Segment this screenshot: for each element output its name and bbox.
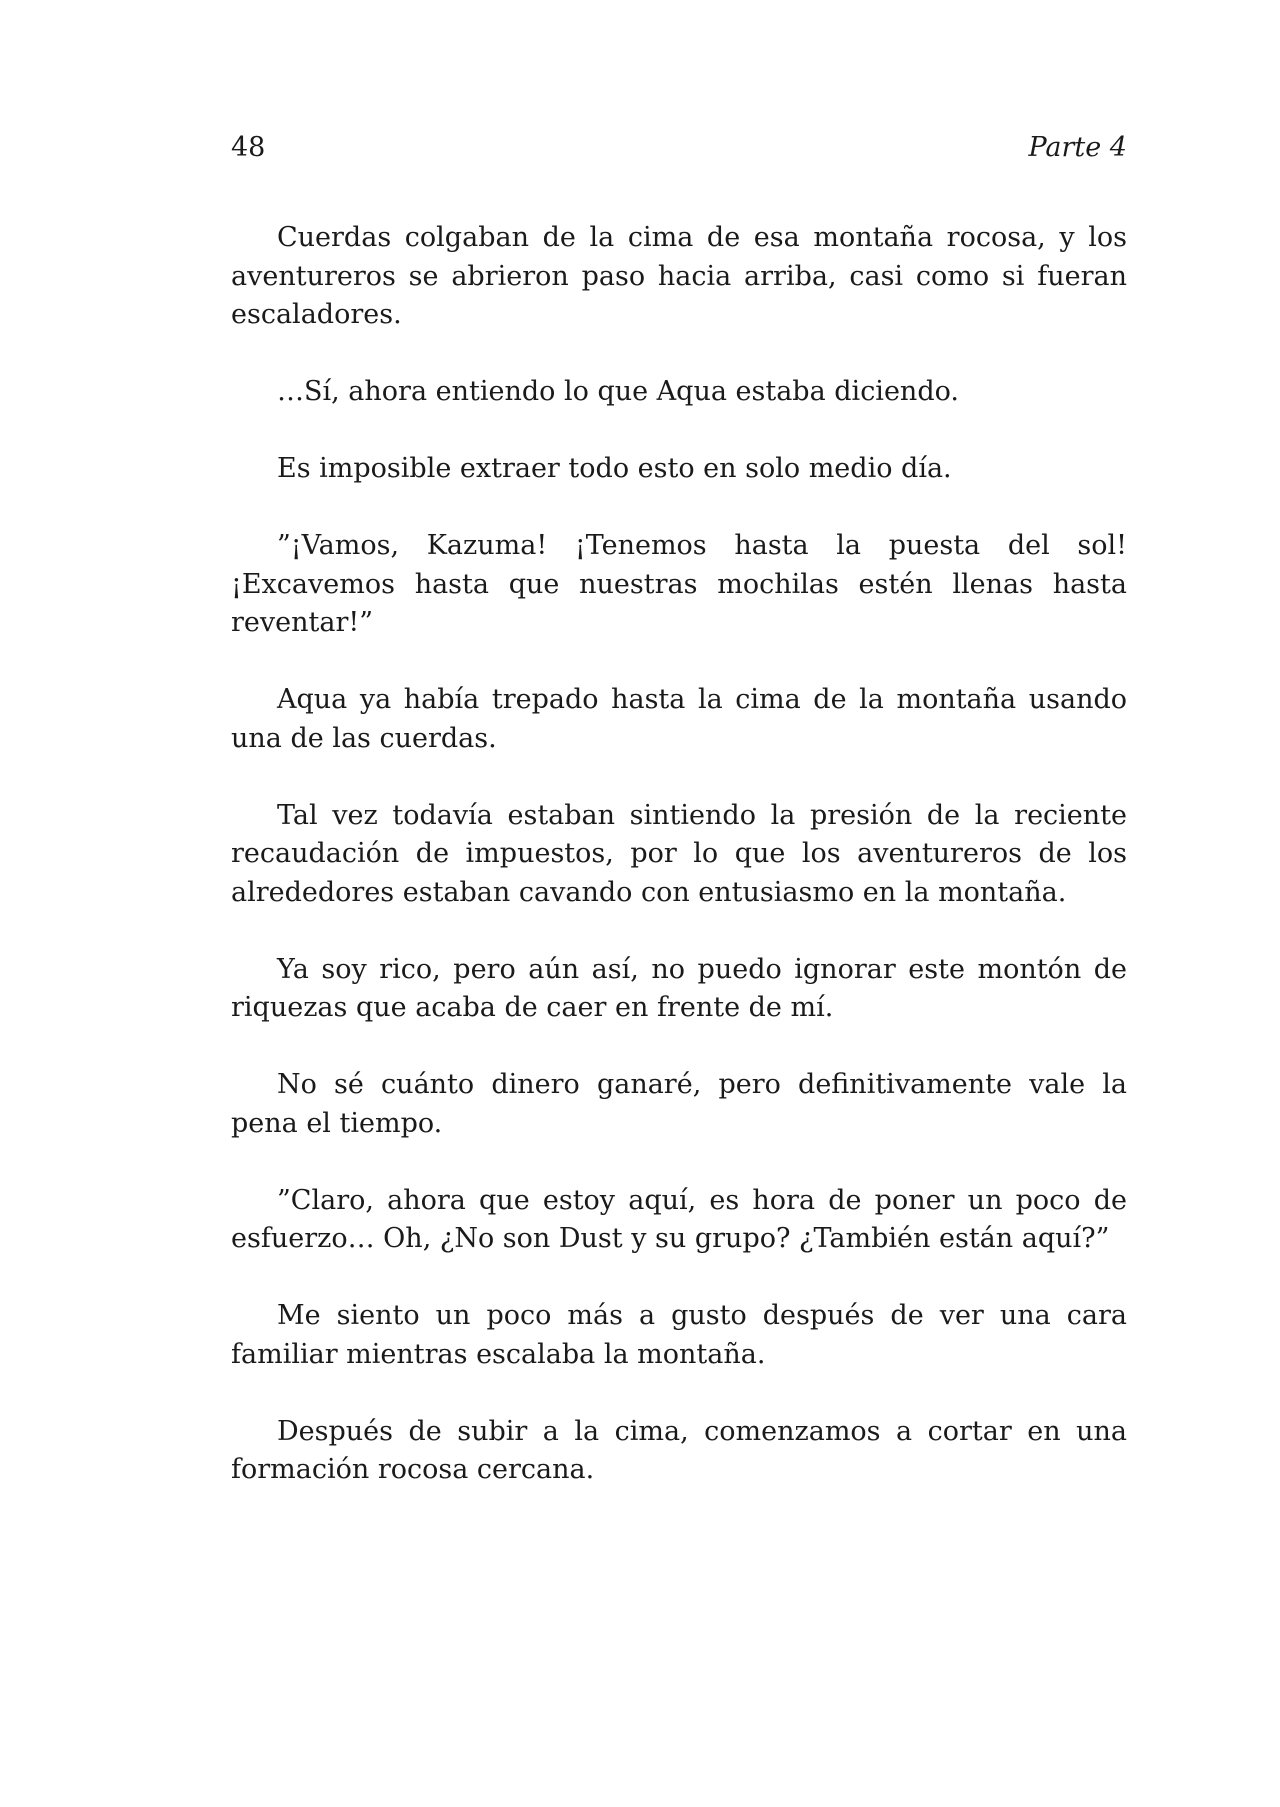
- page-number: 48: [231, 132, 266, 163]
- paragraph: Aqua ya había trepado hasta la cima de la montaña usando una de las cuerdas.: [231, 684, 1127, 754]
- paragraph: Ya soy rico, pero aún así, no puedo ignorar este montón de riquezas que acaba de caer en frente de mí.: [231, 953, 1127, 1023]
- body-text: [231, 219, 1127, 1528]
- paragraph: Me siento un poco más a gusto después de ver una cara familiar mientras escalaba la montaña.: [231, 1300, 1127, 1370]
- paragraph: …Sí, ahora entiendo lo que Aqua estaba diciendo.: [277, 376, 959, 407]
- paragraph: Después de subir a la cima, comenzamos a cortar en una formación rocosa cercana.: [231, 1415, 1127, 1485]
- section-title: Parte 4: [1028, 132, 1127, 163]
- paragraph: ”Claro, ahora que estoy aquí, es hora de poner un poco de esfuerzo… Oh, ¿No son Dust y su grupo? ¿También están aquí?”: [231, 1184, 1127, 1254]
- paragraph: Cuerdas colgaban de la cima de esa montaña rocosa, y los aventureros se abrieron paso hacia arriba, casi como si fueran escaladores.: [231, 222, 1127, 330]
- running-header: [231, 128, 1127, 168]
- paragraph: ”¡Vamos, Kazuma! ¡Tenemos hasta la puesta del sol! ¡Excavemos hasta que nuestras mochilas estén llenas hasta reventar!”: [231, 530, 1127, 638]
- paragraph: Tal vez todavía estaban sintiendo la presión de la reciente recaudación de impuestos, por lo que los aventureros de los alrededores estaban cavando con entusiasmo en la montaña.: [231, 799, 1127, 908]
- paragraph: No sé cuánto dinero ganaré, pero definitivamente vale la pena el tiempo.: [231, 1069, 1127, 1139]
- paragraph: Es imposible extraer todo esto en solo medio día.: [277, 453, 952, 484]
